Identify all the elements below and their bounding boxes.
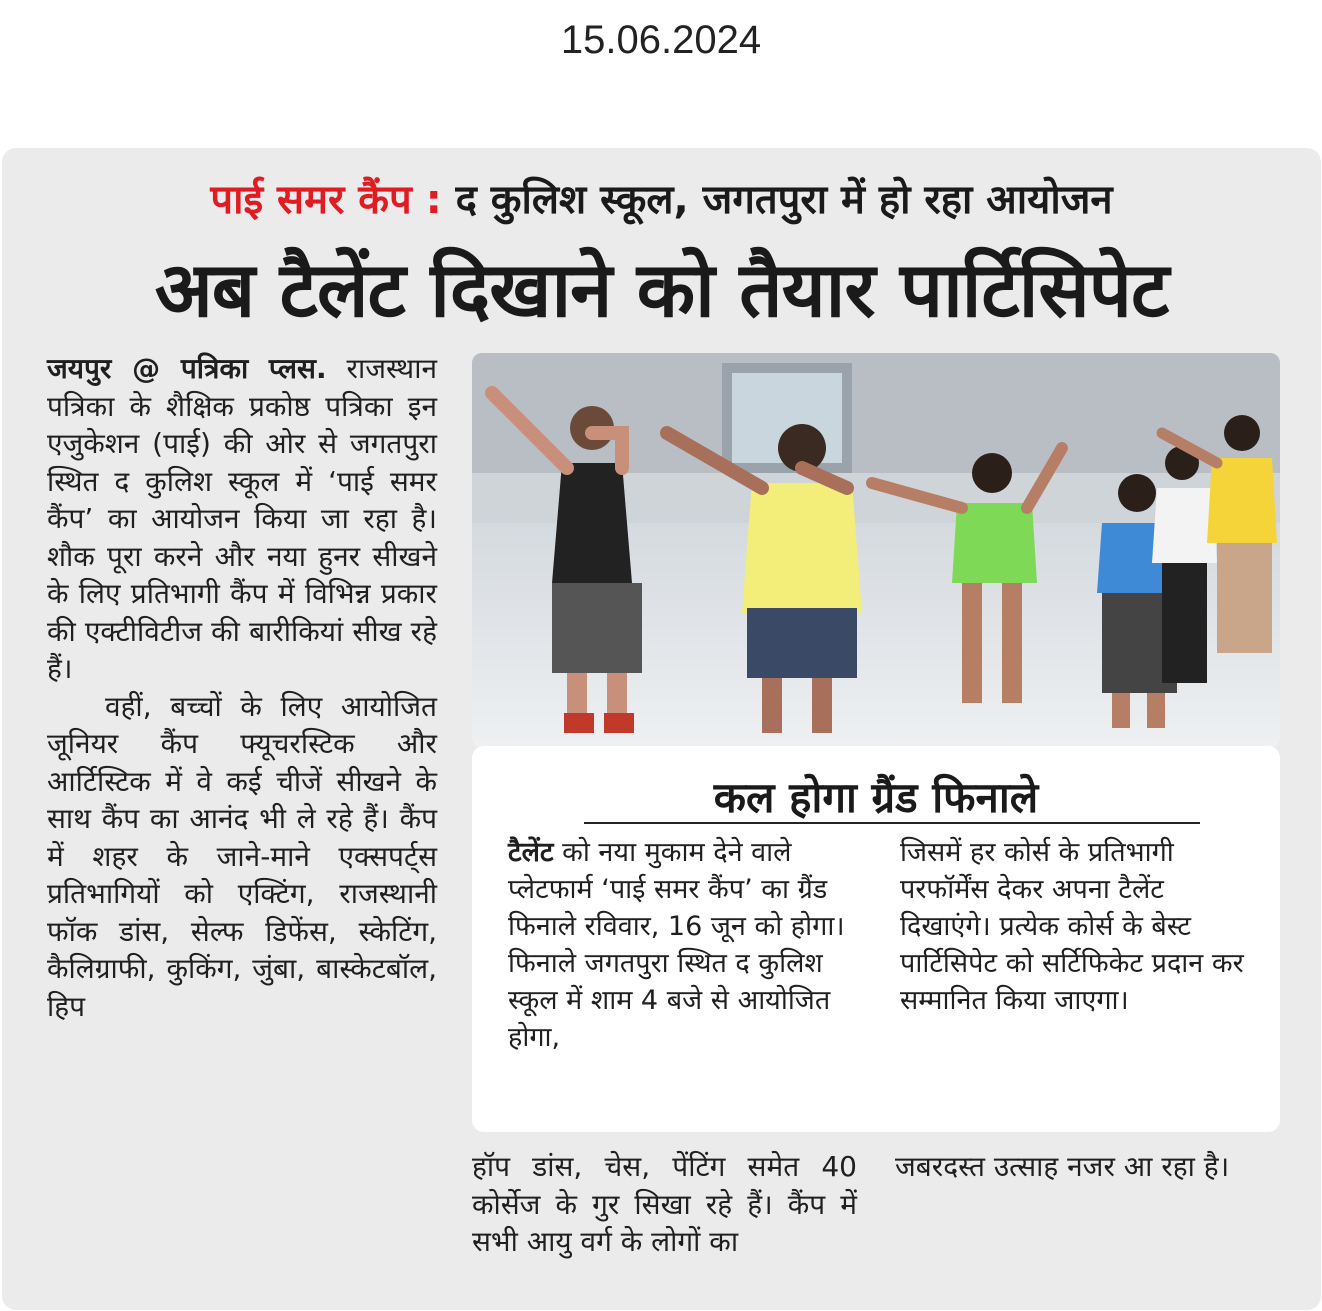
article-photo: [472, 353, 1280, 748]
headline: अब टैलेंट दिखाने को तैयार पार्टिसिपेट: [154, 245, 1169, 334]
finale-box-right-column: जिसमें हर कोर्स के प्रतिभागी परफॉर्मेंस देकर अपना टैलेंट दिखाएंगे। प्रत्येक कोर्स के बेस्ट पार्टिसिपेट को सर्टिफिकेट प्रदान कर सम्मानित किया जाएगा।: [900, 837, 1244, 1016]
publication-date: 15.06.2024: [560, 18, 762, 62]
news-clipping: [2, 148, 1321, 1310]
article-column-3: जबरदस्त उत्साह नजर आ रहा है।: [895, 1150, 1230, 1183]
finale-box-left-text: को नया मुकाम देने वाले प्लेटफार्म ‘पाई समर कैंप’ का ग्रैंड फिनाले रविवार, 16 जून को होगा। फिनाले जगतपुरा स्थित द कुलिश स्कूल में शाम 4 बजे से आयोजित होगा,: [508, 837, 845, 1053]
article-column-1: [47, 350, 437, 1025]
kicker-label: पाई समर कैंप: [210, 177, 412, 223]
kicker-line: [2, 170, 1321, 225]
kicker-separator: :: [425, 177, 442, 223]
dateline: जयपुर @ पत्रिका प्लस.: [47, 352, 327, 385]
finale-box-lead: टैलेंट: [508, 837, 554, 868]
finale-box-left-column: [508, 834, 878, 1056]
finale-box-divider: [584, 822, 1200, 824]
finale-info-box: [472, 746, 1280, 1132]
kicker-text: द कुलिश स्कूल, जगतपुरा में हो रहा आयोजन: [455, 177, 1113, 223]
dancing-children-illustration: [472, 353, 1280, 748]
article-paragraph-2: वहीं, बच्चों के लिए आयोजित जूनियर कैंप फ्यूचरस्टिक और आर्टिस्टिक में वे कई चीजें सीखने के साथ कैंप का आनंद भी ले रहे हैं। कैंप में शहर के जाने-माने एक्सपर्ट्स प्रतिभागियों को एक्टिंग, राजस्थानी फॉक डांस, सेल्फ डिफेंस, स्केटिंग, कैलिग्राफी, कुकिंग, जुंबा, बास्केटबॉल, हिप: [47, 689, 437, 1023]
article-paragraph-1: राजस्थान पत्रिका के शैक्षिक प्रकोष्ठ पत्रिका इन एजुकेशन (पाई) की ओर से जगतपुरा स्थित द कुलिश स्कूल में ‘पाई समर कैंप’ का आयोजन किया जा रहा है। शौक पूरा करने और नया हुनर सीखने के लिए प्रतिभागी कैंप में विभिन्न प्रकार की एक्टीविटीज की बारीकियां सीख रहे हैं।: [47, 352, 437, 685]
article-column-2: हॉप डांस, चेस, पेंटिंग समेत 40 कोर्सेज के गुर सिखा रहे हैं। कैंप में सभी आयु वर्ग के लोगों का: [472, 1150, 857, 1258]
finale-box-title: कल होगा ग्रैंड फिनाले: [713, 773, 1039, 822]
